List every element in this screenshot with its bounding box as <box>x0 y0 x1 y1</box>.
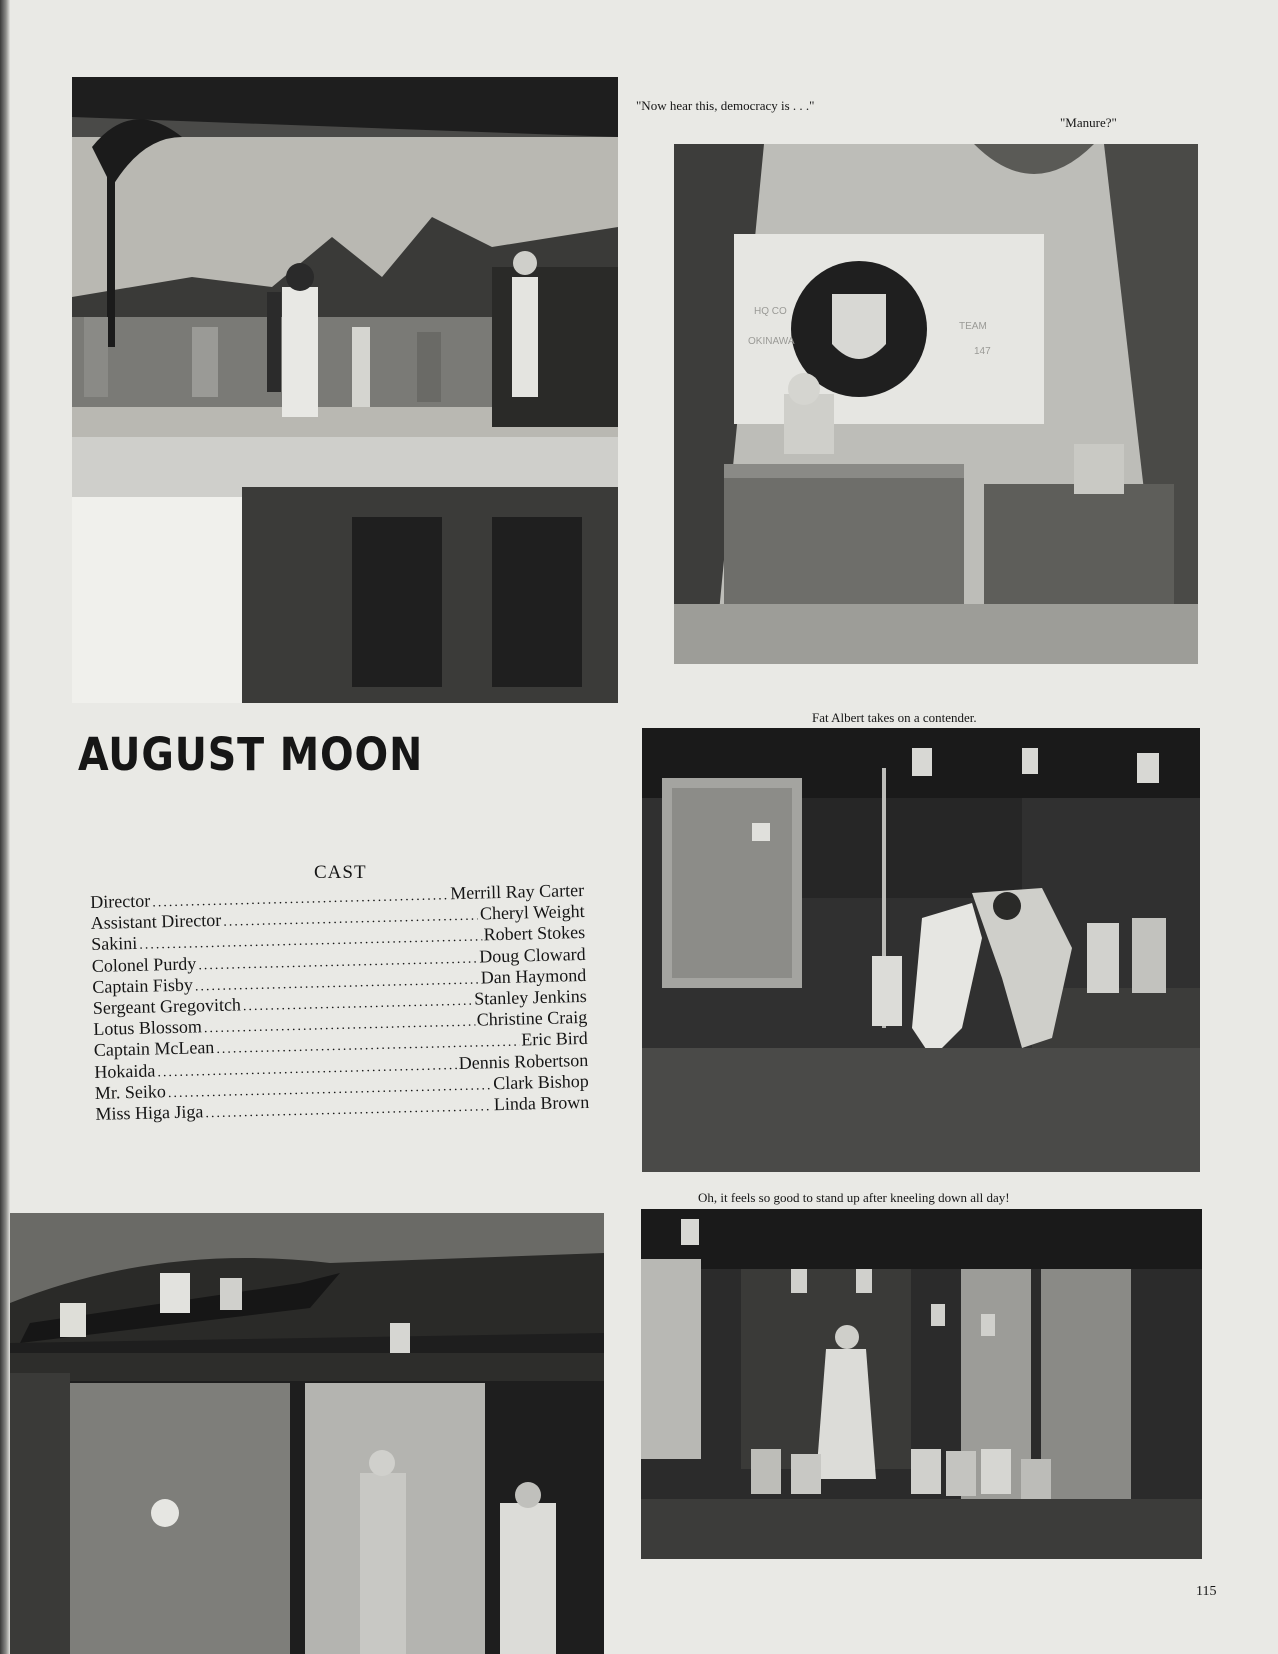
cast-actor: Dennis Robertson <box>458 1049 589 1073</box>
page-edge-shadow <box>0 0 10 1654</box>
photo-speaker-desk <box>674 144 1198 664</box>
cast-actor: Merrill Ray Carter <box>449 879 585 904</box>
photo-stage-tropical-backdrop <box>72 77 618 703</box>
cast-actor: Eric Bird <box>521 1028 588 1050</box>
cast-actor: Cheryl Weight <box>479 901 585 924</box>
caption-kneeling: Oh, it feels so good to stand up after kneeling down all day! <box>698 1190 1010 1205</box>
photo-woman-standing <box>641 1209 1202 1559</box>
photo-wrestling-contender <box>642 728 1200 1172</box>
page-title: AUGUST MOON <box>78 728 424 781</box>
cast-role: Sergeant Gregovitch <box>92 994 242 1018</box>
page-number: 115 <box>1196 1584 1217 1599</box>
cast-actor: Doug Cloward <box>478 943 586 967</box>
sign-team: TEAM <box>959 321 987 332</box>
cast-role: Mr. Seiko <box>94 1080 167 1103</box>
cast-actor: Linda Brown <box>493 1091 590 1115</box>
cast-actor: Robert Stokes <box>483 922 586 945</box>
cast-role: Lotus Blossom <box>93 1016 203 1040</box>
caption-democracy: "Now hear this, democracy is . . ." <box>636 98 815 113</box>
cast-role: Sakini <box>91 933 138 955</box>
cast-role: Colonel Purdy <box>91 952 197 976</box>
cast-role: Miss Higa Jiga <box>95 1101 204 1124</box>
cast-role: Captain Fisby <box>92 974 194 997</box>
sign-hq-co: HQ CO <box>754 306 787 317</box>
caption-manure: "Manure?" <box>1060 115 1117 130</box>
cast-role: Director <box>90 890 151 912</box>
sign-okinawa: OKINAWA <box>748 336 795 347</box>
cast-actor: Stanley Jenkins <box>473 985 587 1009</box>
sign-number: 147 <box>974 346 991 357</box>
cast-actor: Dan Haymond <box>480 964 587 988</box>
cast-list <box>90 880 590 1125</box>
cast-actor: Christine Craig <box>476 1007 588 1030</box>
cast-role: Hokaida <box>94 1059 156 1082</box>
caption-fat-albert: Fat Albert takes on a contender. <box>812 710 977 725</box>
cast-role: Captain McLean <box>93 1037 215 1061</box>
photo-teahouse-stage <box>10 1213 604 1654</box>
cast-actor: Clark Bishop <box>493 1070 590 1093</box>
cast-heading: CAST <box>314 862 367 883</box>
cast-role: Assistant Director <box>90 909 222 934</box>
